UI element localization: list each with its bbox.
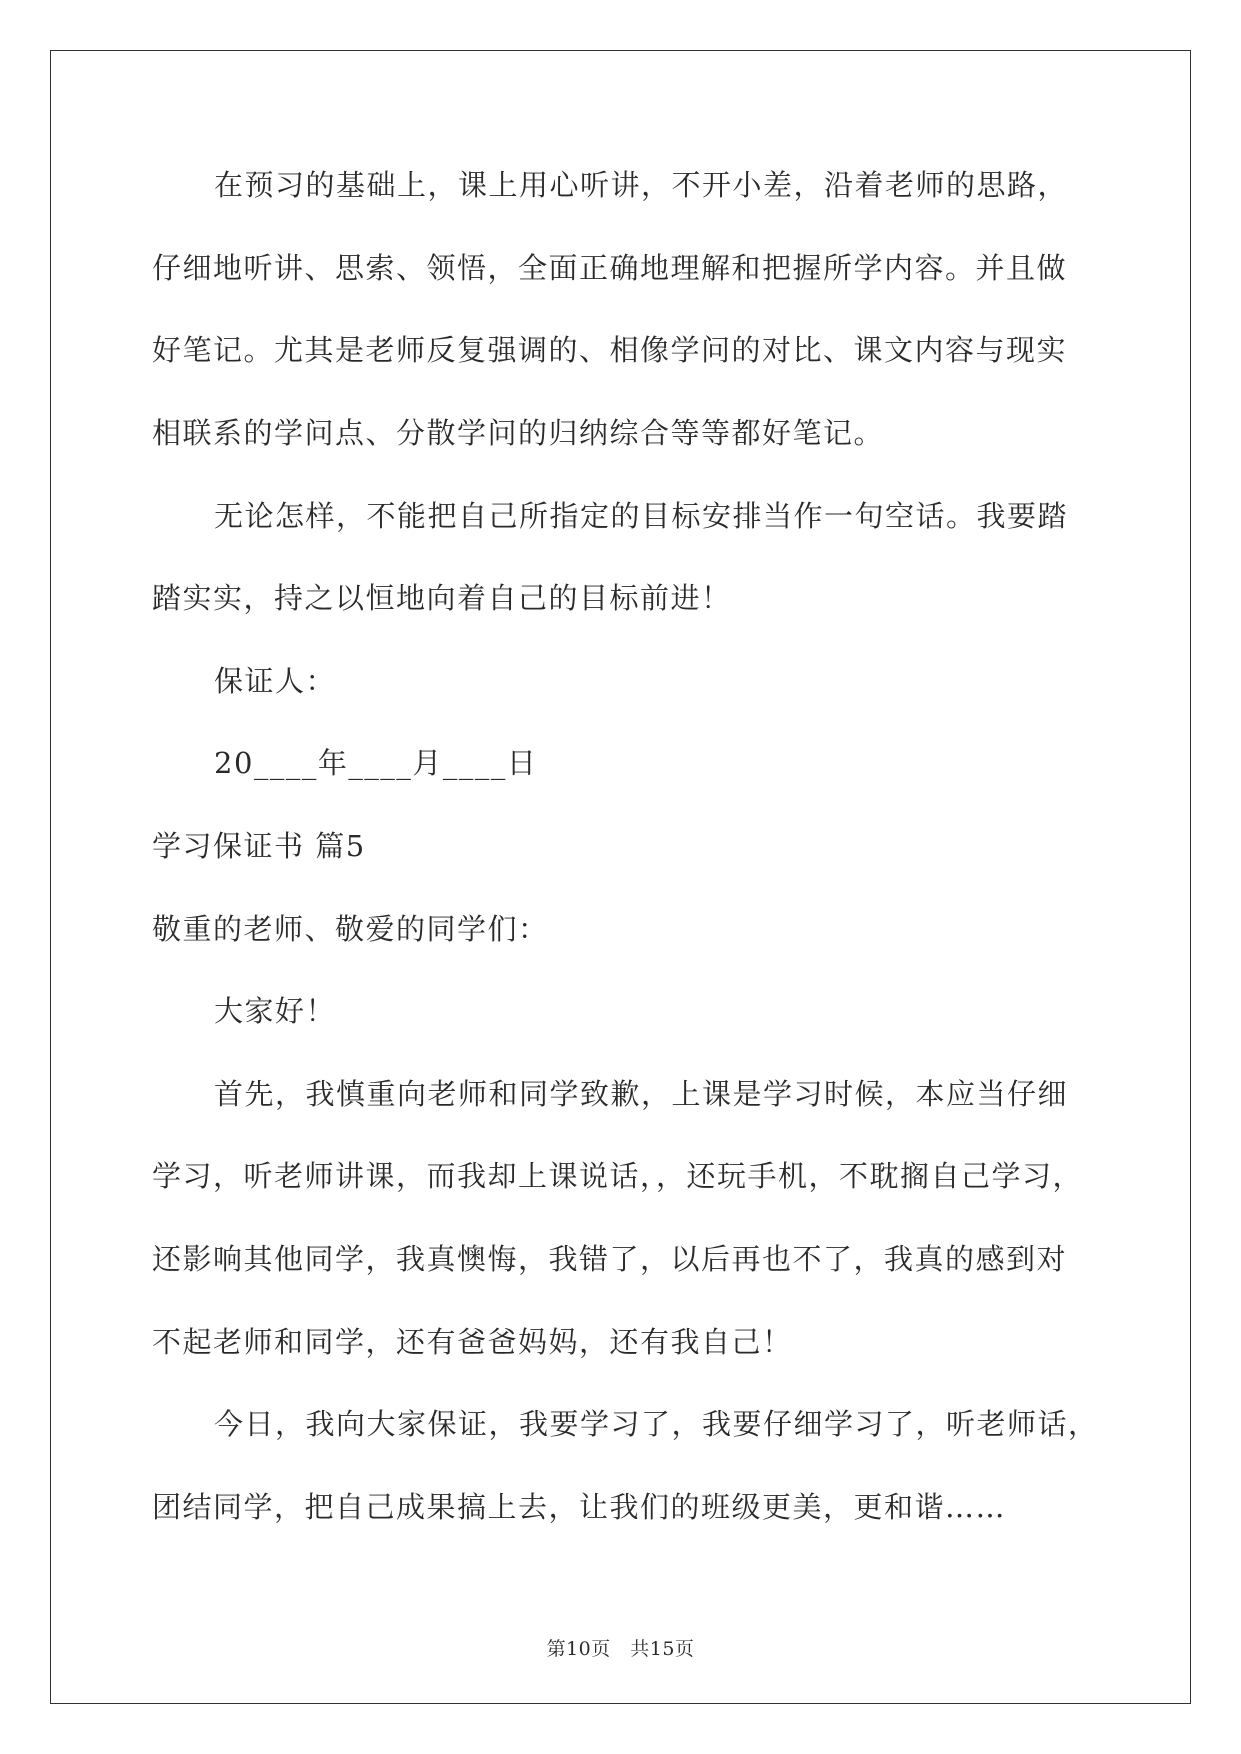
paragraph-line: 无论怎样，不能把自己所指定的目标安排当作一句空话。我要踏 bbox=[214, 499, 1069, 533]
paragraph-line: 仔细地听讲、思索、领悟，全面正确地理解和把握所学内容。并且做 bbox=[152, 251, 1068, 285]
paragraph-line: 还影响其他同学，我真懊悔，我错了，以后再也不了，我真的感到对 bbox=[152, 1242, 1068, 1276]
date-line: 20____年____月____日 bbox=[214, 746, 538, 780]
page-frame bbox=[50, 50, 1191, 1704]
page-number-footer: 第10页 共15页 bbox=[546, 1638, 695, 1660]
paragraph-line: 在预习的基础上，课上用心听讲，不开小差，沿着老师的思路， bbox=[214, 168, 1069, 202]
paragraph-line: 不起老师和同学，还有爸爸妈妈，还有我自己！ bbox=[152, 1325, 793, 1359]
paragraph-line: 今日，我向大家保证，我要学习了，我要仔细学习了，听老师话， bbox=[214, 1407, 1099, 1441]
paragraph-line: 首先，我慎重向老师和同学致歉，上课是学习时候，本应当仔细 bbox=[214, 1077, 1069, 1111]
paragraph-line: 踏实实，持之以恒地向着自己的目标前进！ bbox=[152, 581, 732, 615]
salutation: 敬重的老师、敬爱的同学们： bbox=[152, 912, 549, 946]
greeting: 大家好！ bbox=[214, 994, 337, 1028]
paragraph-line: 学习，听老师讲课，而我却上课说话，，还玩手机，不耽搁自己学习， bbox=[152, 1159, 1084, 1193]
guarantor-label: 保证人： bbox=[214, 664, 337, 698]
paragraph-line: 团结同学，把自己成果搞上去，让我们的班级更美，更和谐…… bbox=[152, 1490, 1007, 1524]
section-title: 学习保证书 篇5 bbox=[152, 829, 366, 863]
paragraph-line: 相联系的学问点、分散学问的归纳综合等等都好笔记。 bbox=[152, 416, 885, 450]
paragraph-line: 好笔记。尤其是老师反复强调的、相像学问的对比、课文内容与现实 bbox=[152, 333, 1068, 367]
